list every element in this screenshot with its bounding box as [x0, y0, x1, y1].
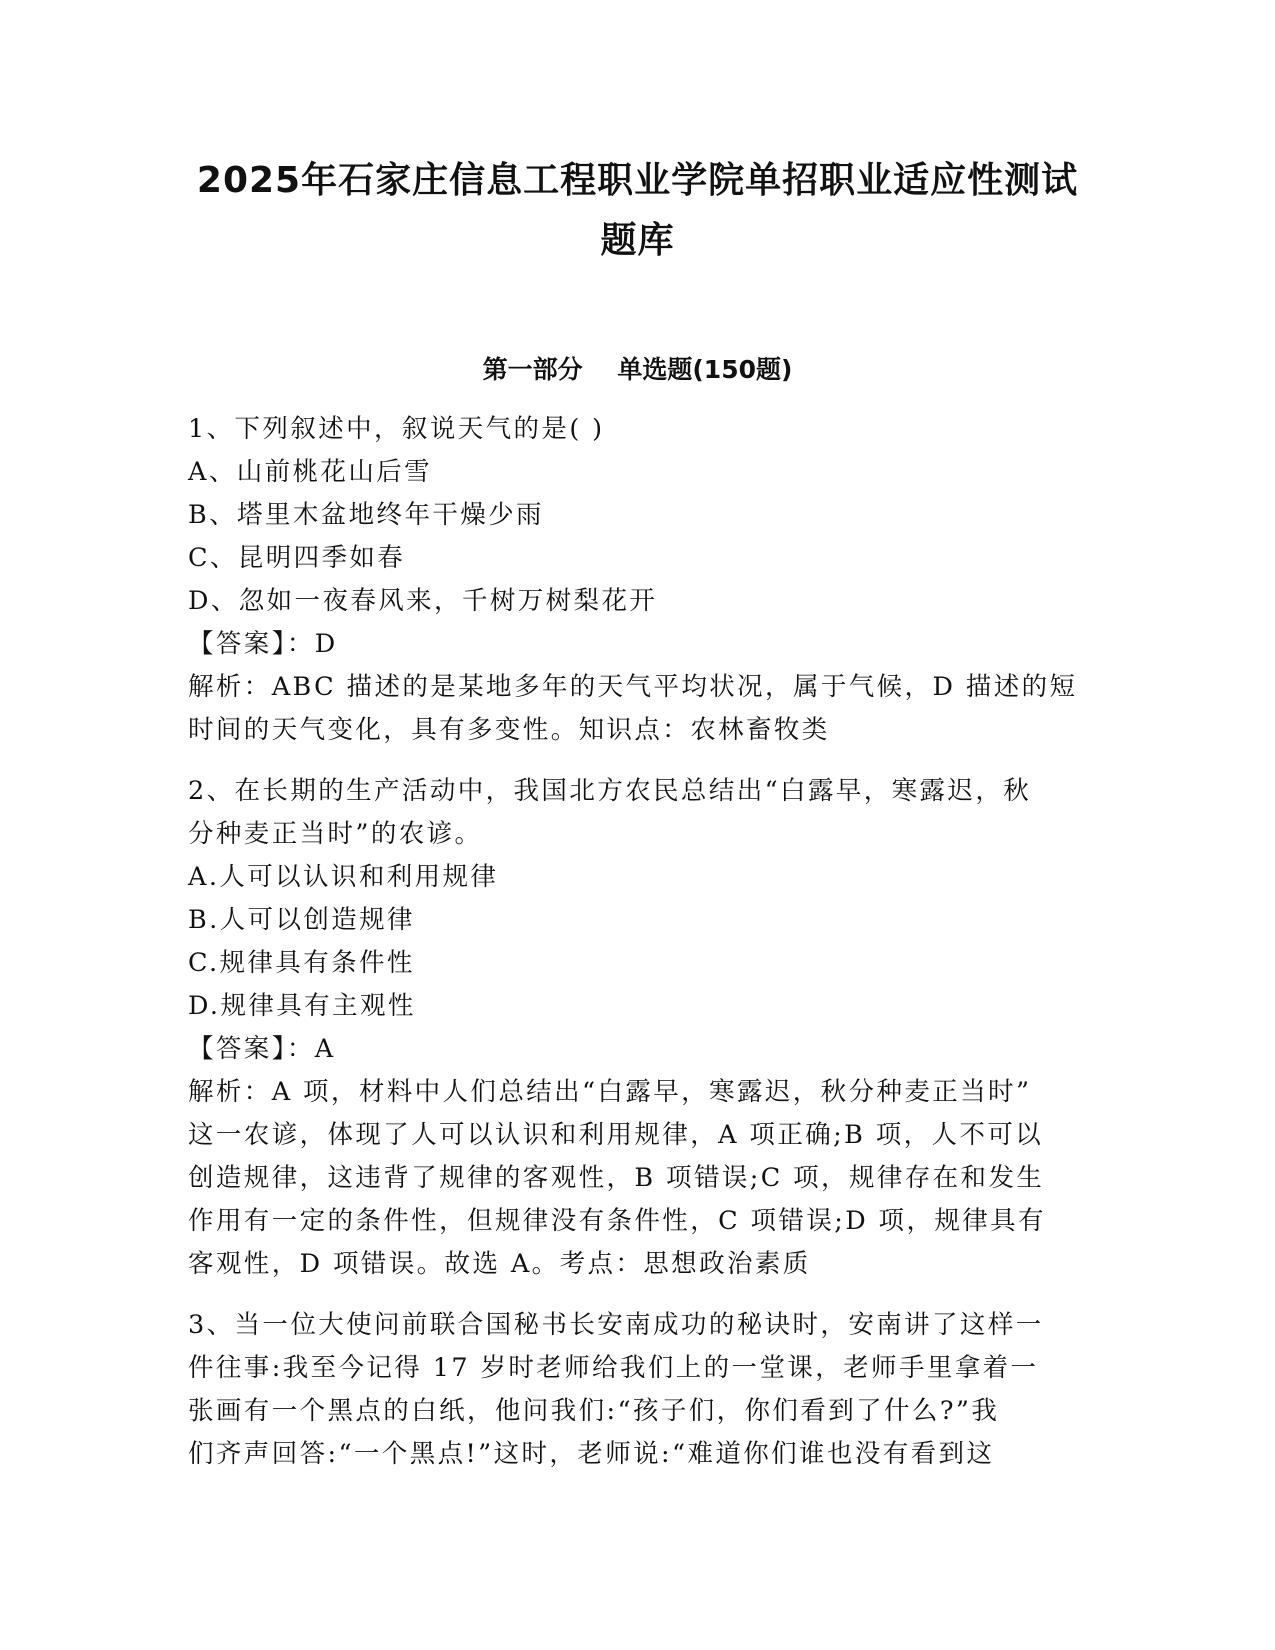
- question-stem-line: 3、当一位大使问前联合国秘书长安南成功的秘诀时，安南讲了这样一: [188, 1310, 1044, 1340]
- question-1: [188, 408, 1080, 752]
- option-d: D、忽如一夜春风来，千树万树梨花开: [188, 586, 658, 616]
- analysis-line: 作用有一定的条件性，但规律没有条件性，C 项错误;D 项，规律具有: [188, 1206, 1046, 1236]
- option-b: B.人可以创造规律: [188, 905, 415, 935]
- option-d: D.规律具有主观性: [188, 991, 416, 1021]
- question-stem-line: 张画有一个黑点的白纸，他问我们:“孩子们，你们看到了什么?”我: [188, 1396, 1000, 1426]
- answer: 【答案】：A: [188, 1034, 336, 1064]
- analysis-line: 解析：ABC 描述的是某地多年的天气平均状况，属于气候，D 描述的短: [188, 672, 1078, 702]
- question-2: [188, 770, 1080, 1286]
- document-title-line-2: 题库: [600, 220, 675, 261]
- question-stem: 1、下列叙述中，叙说天气的是( ): [188, 414, 605, 444]
- document-title-line-1: 2025年石家庄信息工程职业学院单招职业适应性测试: [196, 160, 1079, 201]
- section-title: 第一部分 单选题(150题): [482, 355, 793, 384]
- question-stem-line: 分种麦正当时”的农谚。: [188, 819, 483, 849]
- analysis-line: 时间的天气变化，具有多变性。知识点：农林畜牧类: [188, 715, 830, 745]
- option-a: A.人可以认识和利用规律: [188, 862, 499, 892]
- question-stem-line: 们齐声回答:“一个黑点!”这时，老师说:“难道你们谁也没有看到这: [188, 1439, 995, 1469]
- option-b: B、塔里木盆地终年干燥少雨: [188, 500, 544, 530]
- question-3: [188, 1304, 1080, 1476]
- option-a: A、山前桃花山后雪: [188, 457, 433, 487]
- answer: 【答案】：D: [188, 629, 338, 659]
- question-list: [188, 408, 1080, 1494]
- analysis-line: 这一农谚，体现了人可以认识和利用规律，A 项正确;B 项，人不可以: [188, 1120, 1044, 1150]
- question-stem-line: 2、在长期的生产活动中，我国北方农民总结出“白露早，寒露迟，秋: [188, 776, 1032, 806]
- option-c: C.规律具有条件性: [188, 948, 415, 978]
- analysis-line: 解析：A 项，材料中人们总结出“白露早，寒露迟，秋分种麦正当时”: [188, 1077, 1032, 1107]
- option-c: C、昆明四季如春: [188, 543, 406, 573]
- analysis-line: 客观性，D 项错误。故选 A。考点：思想政治素质: [188, 1249, 811, 1279]
- question-stem-line: 件往事:我至今记得 17 岁时老师给我们上的一堂课，老师手里拿着一: [188, 1353, 1039, 1383]
- analysis-line: 创造规律，这违背了规律的客观性，B 项错误;C 项，规律存在和发生: [188, 1163, 1045, 1193]
